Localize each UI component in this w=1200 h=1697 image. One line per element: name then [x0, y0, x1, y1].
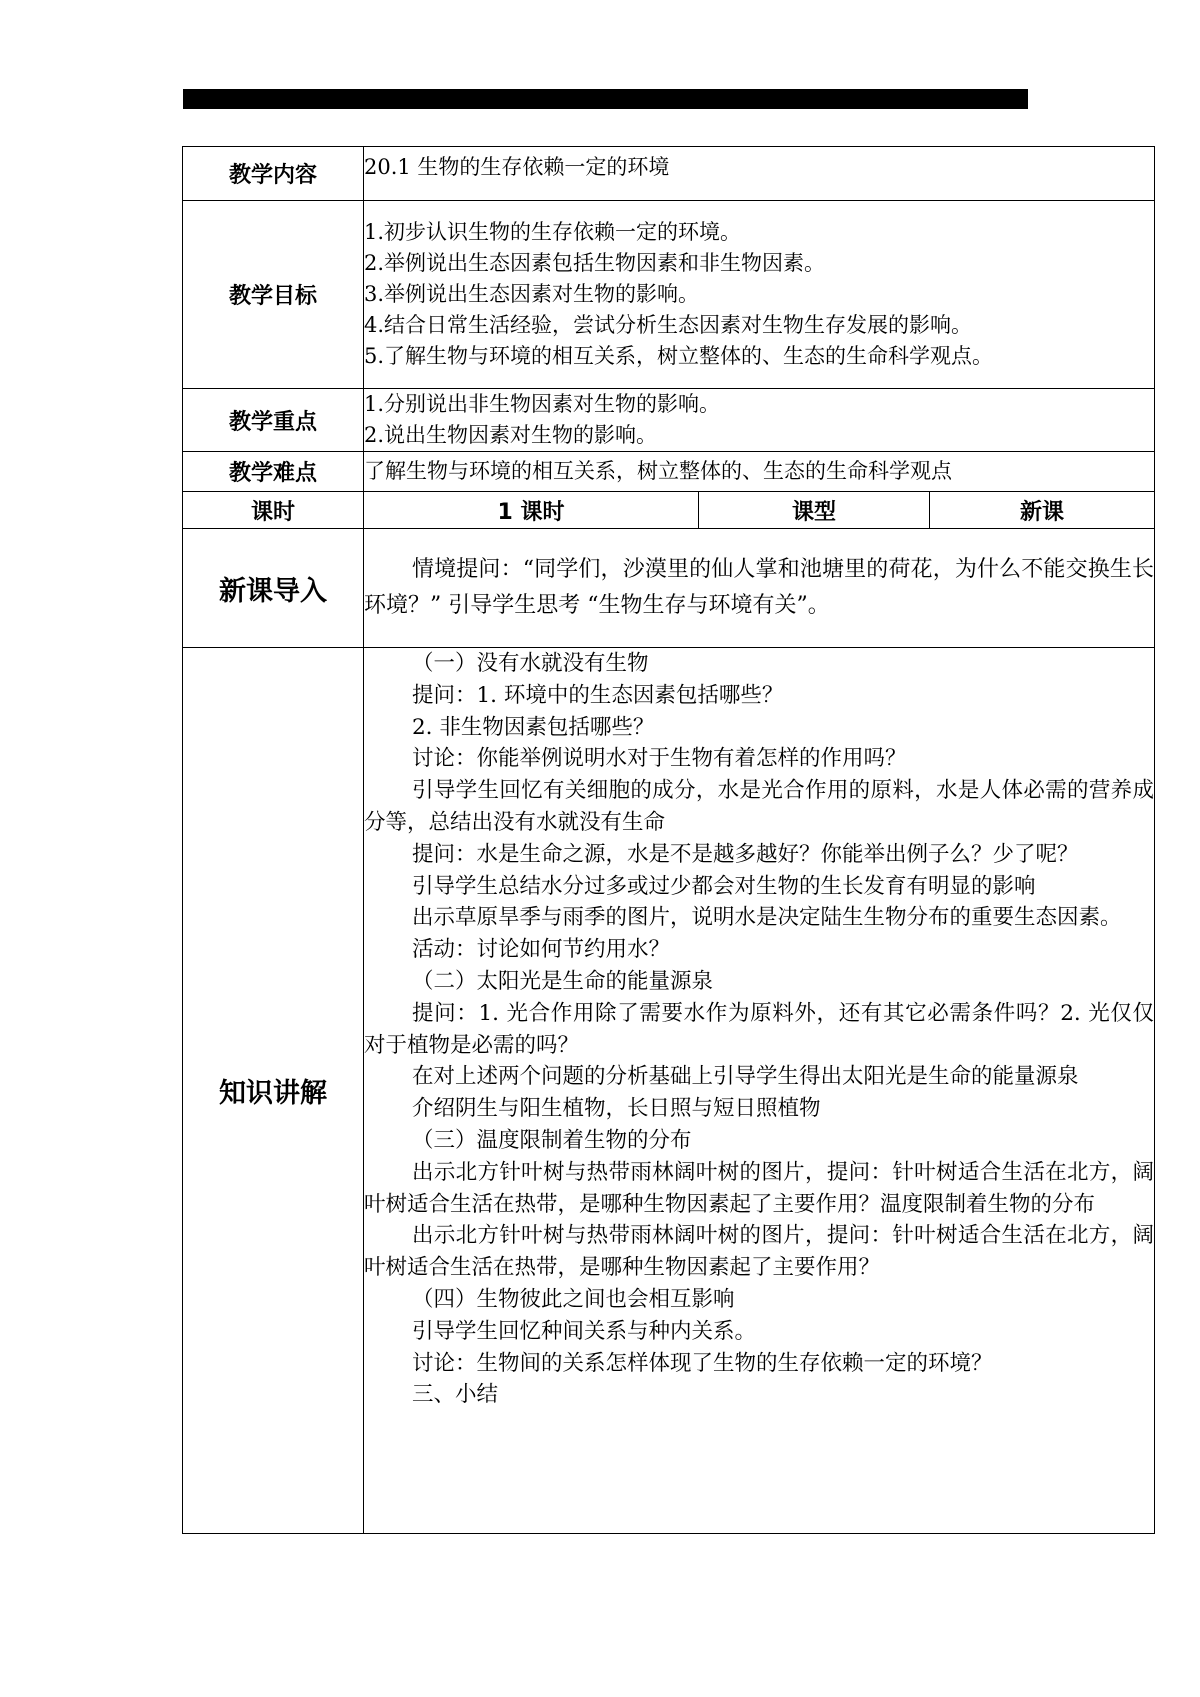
label-content: 教学内容: [183, 147, 364, 201]
knowledge-line: 提问：水是生命之源，水是不是越多越好？你能举出例子么？少了呢？: [412, 841, 1079, 867]
label-intro: 新课导入: [183, 529, 364, 648]
key-item: 1.分别说出非生物因素对生物的影响。: [364, 392, 721, 416]
goal-item: 5.了解生物与环境的相互关系，树立整体的、生态的生命科学观点。: [364, 344, 994, 368]
label-knowledge: 知识讲解: [183, 648, 364, 1534]
knowledge-line: 出示北方针叶树与热带雨林阔叶树的图片，提问：针叶树适合生活在北方，阔叶树适合生活在热带，是哪种生物因素起了主要作用？温度限制着生物的分布: [364, 1159, 1155, 1217]
value-type: 新课: [930, 492, 1155, 529]
knowledge-line: 引导学生总结水分过多或过少都会对生物的生长发育有明显的影响: [412, 873, 1036, 899]
value-knowledge: [364, 648, 1155, 1534]
goal-item: 1.初步认识生物的生存依赖一定的环境。: [364, 220, 742, 244]
key-item: 2.说出生物因素对生物的影响。: [364, 423, 658, 447]
knowledge-line: （二）太阳光是生命的能量源泉: [412, 968, 714, 994]
knowledge-line: 出示北方针叶树与热带雨林阔叶树的图片，提问：针叶树适合生活在北方，阔叶树适合生活在热带，是哪种生物因素起了主要作用？: [364, 1223, 1155, 1281]
value-goals: [364, 201, 1155, 389]
goal-item: 3.举例说出生态因素对生物的影响。: [364, 282, 700, 306]
label-goals: 教学目标: [183, 201, 364, 389]
knowledge-line: 讨论：你能举例说明水对于生物有着怎样的作用吗？: [412, 746, 907, 772]
value-period: 1 课时: [364, 492, 699, 529]
knowledge-line: 讨论：生物间的关系怎样体现了生物的生存依赖一定的环境？: [412, 1350, 993, 1376]
value-content: 20.1 生物的生存依赖一定的环境: [364, 147, 1155, 201]
row-key: [183, 389, 1155, 452]
knowledge-line: （四）生物彼此之间也会相互影响: [412, 1286, 735, 1312]
label-type: 课型: [699, 492, 930, 529]
knowledge-line: 出示草原旱季与雨季的图片，说明水是决定陆生生物分布的重要生态因素。: [412, 905, 1122, 931]
row-period: [183, 492, 1155, 529]
label-difficulty: 教学难点: [183, 452, 364, 492]
value-difficulty: 了解生物与环境的相互关系，树立整体的、生态的生命科学观点: [364, 452, 1155, 492]
value-intro: [364, 529, 1155, 648]
row-difficulty: [183, 452, 1155, 492]
knowledge-line: （三）温度限制着生物的分布: [412, 1127, 692, 1153]
summary-heading: 三、小结: [412, 1382, 499, 1408]
knowledge-line: 活动：讨论如何节约用水？: [412, 937, 671, 963]
lesson-plan-table: [182, 146, 1155, 1534]
knowledge-line: 在对上述两个问题的分析基础上引导学生得出太阳光是生命的能量源泉: [412, 1064, 1079, 1090]
row-content: [183, 147, 1155, 201]
value-key: [364, 389, 1155, 452]
row-goals: [183, 201, 1155, 389]
row-intro: [183, 529, 1155, 648]
row-knowledge: [183, 648, 1155, 1534]
knowledge-line: 提问：1. 环境中的生态因素包括哪些？: [412, 682, 784, 708]
knowledge-line: 介绍阴生与阳生植物，长日照与短日照植物: [412, 1096, 821, 1122]
intro-text: 情境提问：“同学们，沙漠里的仙人掌和池塘里的荷花，为什么不能交换生长环境？” 引导学生思考 “生物生存与环境有关”。: [364, 557, 1155, 618]
knowledge-line: 2. 非生物因素包括哪些？: [412, 714, 655, 740]
knowledge-line: 提问：1. 光合作用除了需要水作为原料外，还有其它必需条件吗？2. 光仅仅对于植物是必需的吗？: [364, 1000, 1155, 1058]
knowledge-line: 引导学生回忆有关细胞的成分，水是光合作用的原料，水是人体必需的营养成分等，总结出没有水就没有生命: [364, 778, 1155, 835]
label-period: 课时: [183, 492, 364, 529]
knowledge-line: 引导学生回忆种间关系与种内关系。: [412, 1318, 757, 1344]
knowledge-line: （一）没有水就没有生物: [412, 651, 649, 676]
top-black-bar: [183, 89, 1028, 109]
goal-item: 2.举例说出生态因素包括生物因素和非生物因素。: [364, 251, 826, 275]
label-key: 教学重点: [183, 389, 364, 452]
goal-item: 4.结合日常生活经验，尝试分析生态因素对生物生存发展的影响。: [364, 313, 973, 337]
